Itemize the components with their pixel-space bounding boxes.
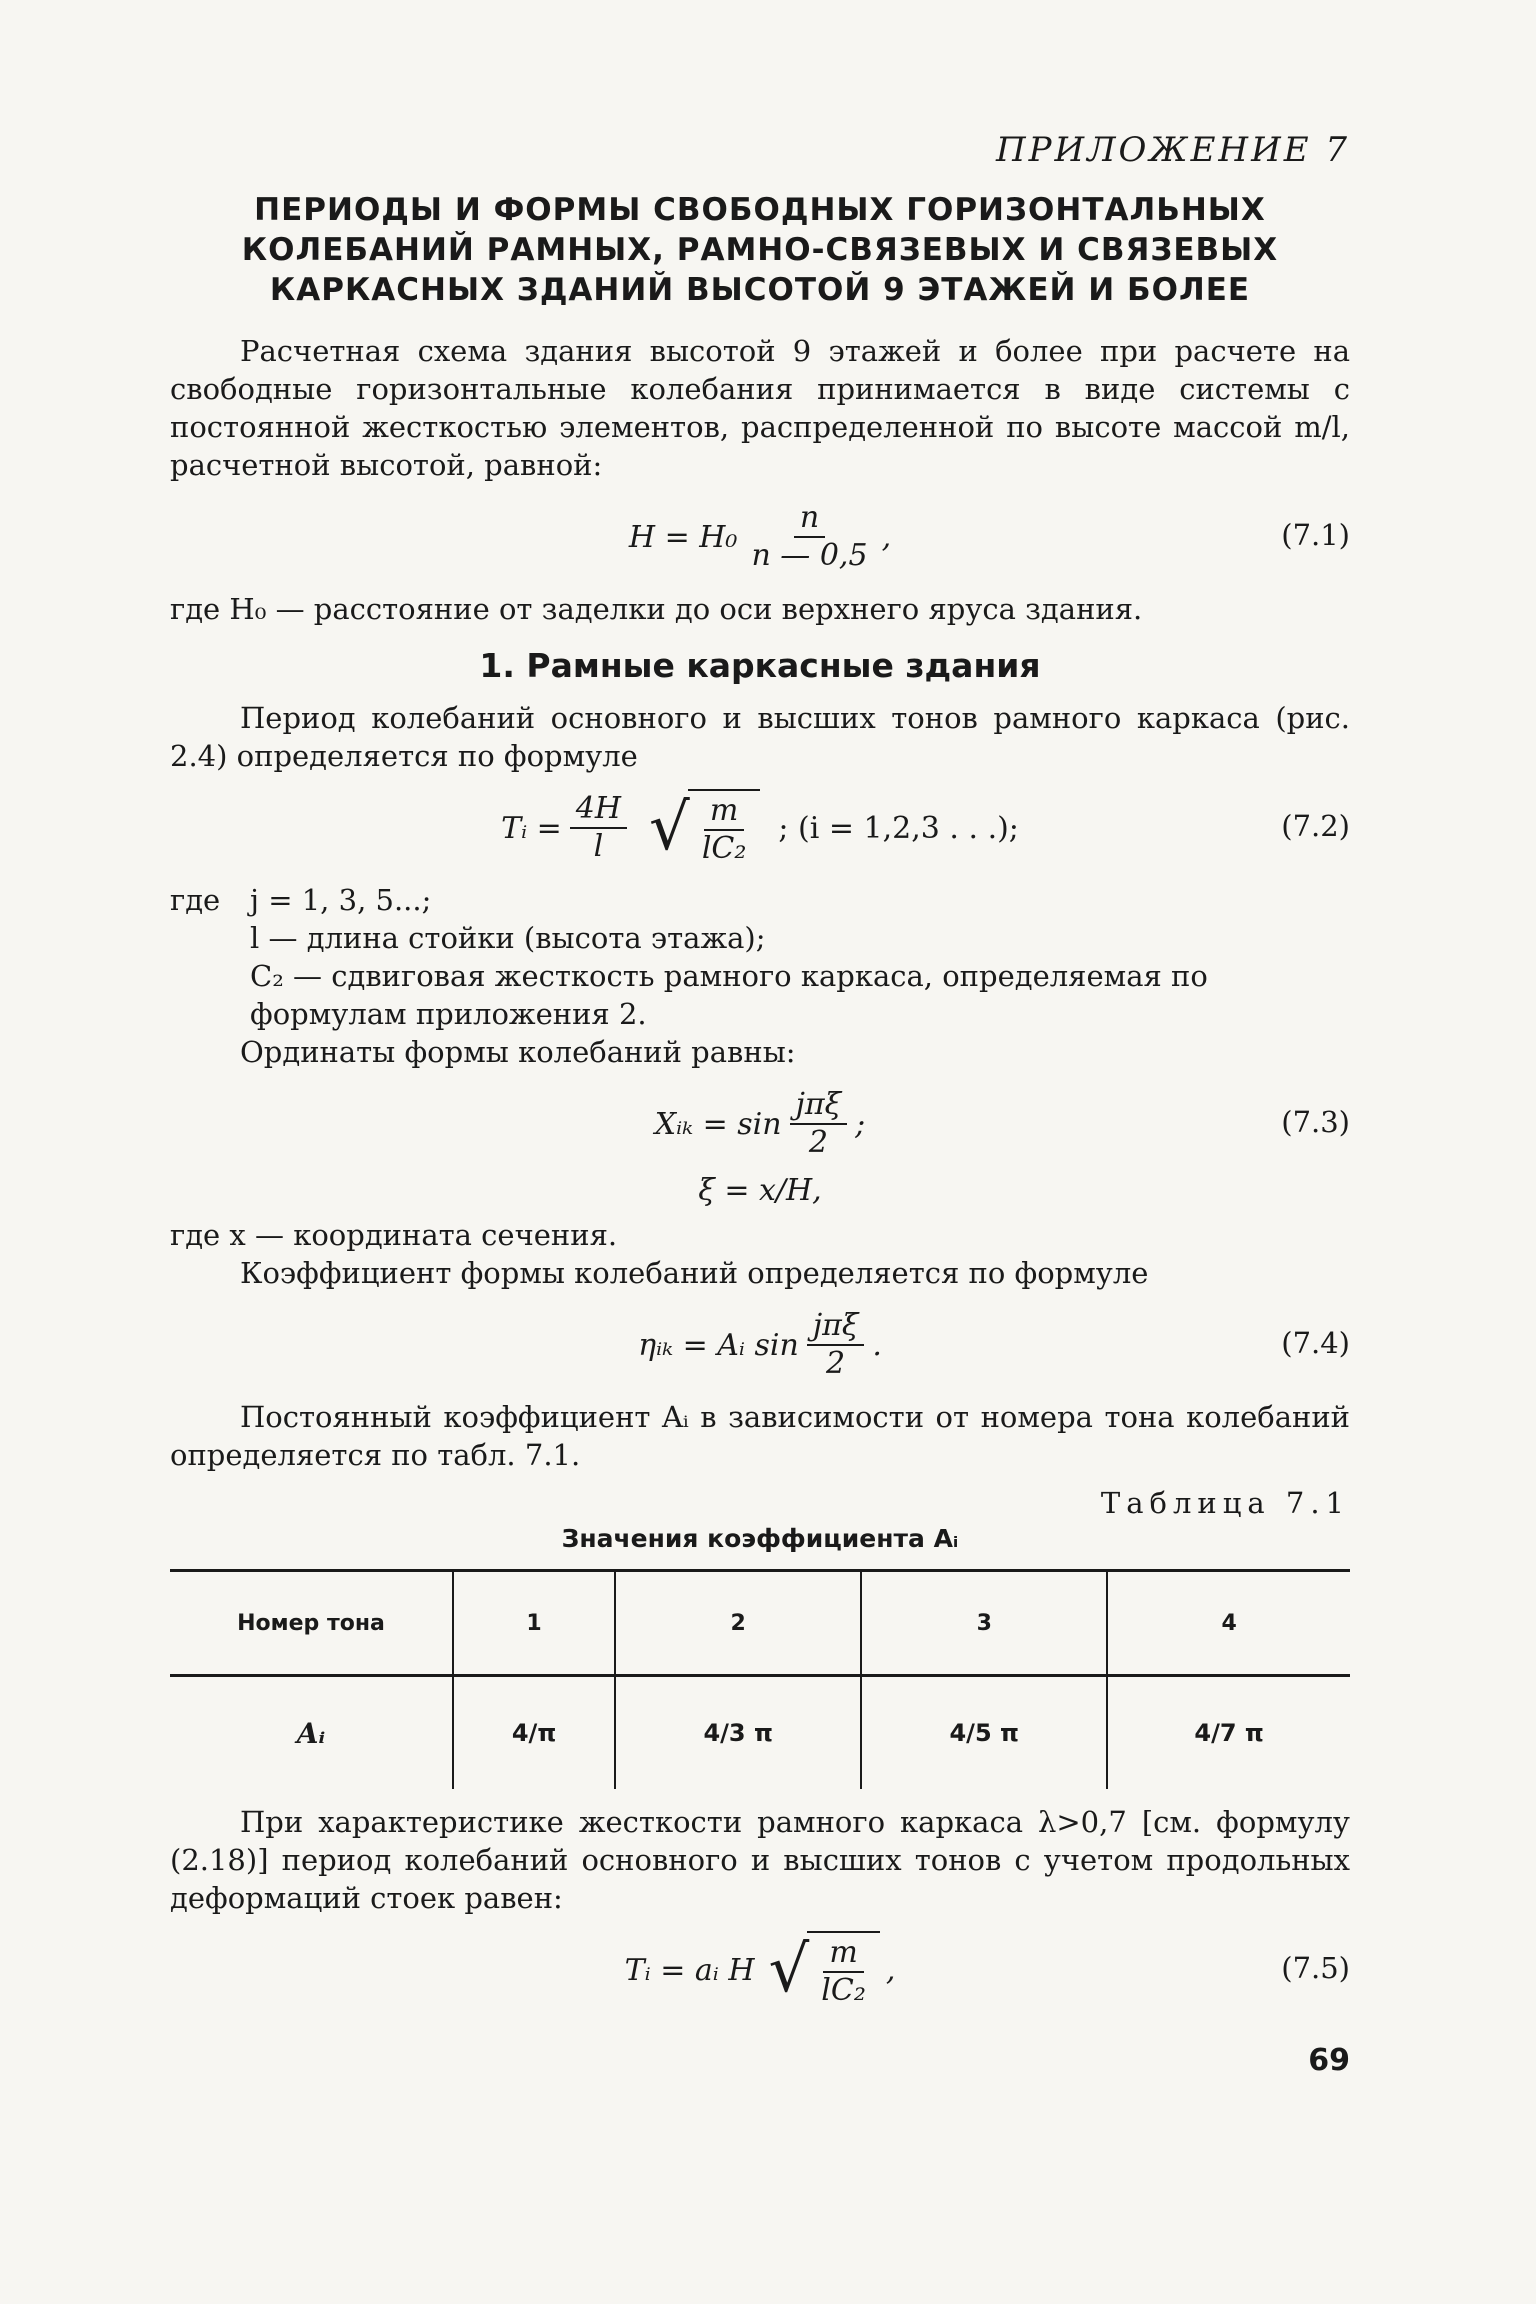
definitions-list [170,881,1350,1033]
title-line: КОЛЕБАНИЙ РАМНЫХ, РАМНО-СВЯЗЕВЫХ И СВЯЗЕВЫХ [241,232,1279,268]
equation-number: (7.1) [1281,518,1350,552]
denominator: n — 0,5 [751,538,868,573]
xi-definition: ξ = x/H, [698,1173,822,1208]
equation-number: (7.2) [1281,809,1350,843]
formula-lhs: Tᵢ = aᵢ H [624,1952,755,1988]
formula-7-2 [170,783,1350,873]
fraction [696,793,753,867]
numerator: n [794,500,825,538]
denominator: 2 [808,1125,828,1160]
formula-7-3 [170,1079,1350,1169]
formula-tail: . [872,1327,882,1363]
formula-tail: ; [855,1106,866,1142]
fraction [807,1308,865,1382]
table-row [170,1676,1350,1790]
title-line: КАРКАСНЫХ ЗДАНИЙ ВЫСОТОЙ 9 ЭТАЖЕЙ И БОЛЕЕ [269,272,1251,308]
table-label: Таблица 7.1 [1100,1486,1350,1520]
formula-lhs: H = H₀ [628,519,738,555]
definition-lead: где [170,883,221,917]
page [170,130,1350,2078]
page-number: 69 [1308,2043,1350,2078]
numerator: jπξ [807,1308,865,1346]
table-row-label: Aᵢ [296,1716,326,1750]
denominator: lC₂ [821,1973,866,2008]
constant-paragraph: Постоянный коэффициент Aᵢ в зависимости от номера тона колебаний определяется по табл. 7.1. [170,1400,1350,1472]
table-caption: Значения коэффициента Aᵢ [561,1524,959,1553]
intro-paragraph: Расчетная схема здания высотой 9 этажей и более при расчете на свободные горизонтальные колебания принимается в виде системы с постоянной жесткостью элементов, распределенной по высоте массой m/l, расчетной высотой, равной: [170,334,1350,482]
square-root [768,1931,879,2009]
formula-7-5 [170,1925,1350,2015]
table-header-cell: 1 [453,1571,615,1676]
formula-tail: , [881,519,892,555]
radical-sign-icon: √ [649,791,690,865]
table-cell: 4/π [453,1676,615,1790]
fraction [790,1087,848,1161]
denominator: l [593,829,604,864]
numerator: m [823,1935,863,1973]
definition-item: l — длина стойки (высота этажа); [250,921,766,955]
coefficient-paragraph: Коэффициент формы колебаний определяется по формуле [240,1256,1149,1290]
numerator: m [704,793,744,831]
formula-7-4 [170,1300,1350,1390]
denominator: lC₂ [701,831,747,866]
square-root [649,789,760,867]
ordinates-paragraph: Ординаты формы колебаний равны: [240,1035,796,1069]
formula-7-1 [170,492,1350,582]
formula-lhs: ηᵢₖ = Aᵢ sin [638,1327,799,1363]
equation-number: (7.3) [1281,1105,1350,1139]
appendix-label: ПРИЛОЖЕНИЕ 7 [995,130,1350,170]
title-line: ПЕРИОДЫ И ФОРМЫ СВОБОДНЫХ ГОРИЗОНТАЛЬНЫХ [254,192,1266,228]
equation-number: (7.5) [1281,1951,1350,1985]
table-header-cell: 2 [615,1571,861,1676]
x-definition: где x — координата сечения. [170,1218,618,1252]
h0-definition: где H₀ — расстояние от заделки до оси верхнего яруса здания. [170,592,1143,626]
section-title: 1. Рамные каркасные здания [479,646,1041,685]
radical-sign-icon: √ [768,1933,810,2007]
table-header-row [170,1571,1350,1676]
table-cell: 4/5 π [861,1676,1107,1790]
fraction [745,500,873,574]
lambda-paragraph: При характеристике жесткости рамного каркаса λ>0,7 [см. формулу (2.18)] период колебаний основного и высших тонов с учетом продольных деформаций стоек равен: [170,1805,1350,1915]
table-header-cell: 3 [861,1571,1107,1676]
formula-tail: , [885,1952,896,1988]
page-title [170,190,1350,310]
table-header-cell: 4 [1107,1571,1350,1676]
table-header-cell: Номер тона [237,1610,385,1636]
numerator: 4H [570,791,627,829]
numerator: jπξ [790,1087,848,1125]
fraction [815,1935,872,2009]
definition-item: C₂ — сдвиговая жесткость рамного каркаса, определяемая по формулам приложения 2. [250,959,1208,1031]
formula-tail: ; (i = 1,2,3 . . .); [778,810,1019,846]
definition-item: j = 1, 3, 5...; [250,883,432,917]
coefficients-table [170,1569,1350,1789]
equation-number: (7.4) [1281,1326,1350,1360]
table-cell: 4/7 π [1107,1676,1350,1790]
formula-lhs: Xᵢₖ = sin [654,1106,782,1142]
table-cell: 4/3 π [615,1676,861,1790]
fraction [570,791,627,865]
denominator: 2 [826,1346,846,1381]
formula-lhs: Tᵢ = [501,810,562,846]
period-paragraph: Период колебаний основного и высших тонов рамного каркаса (рис. 2.4) определяется по формуле [170,701,1350,773]
